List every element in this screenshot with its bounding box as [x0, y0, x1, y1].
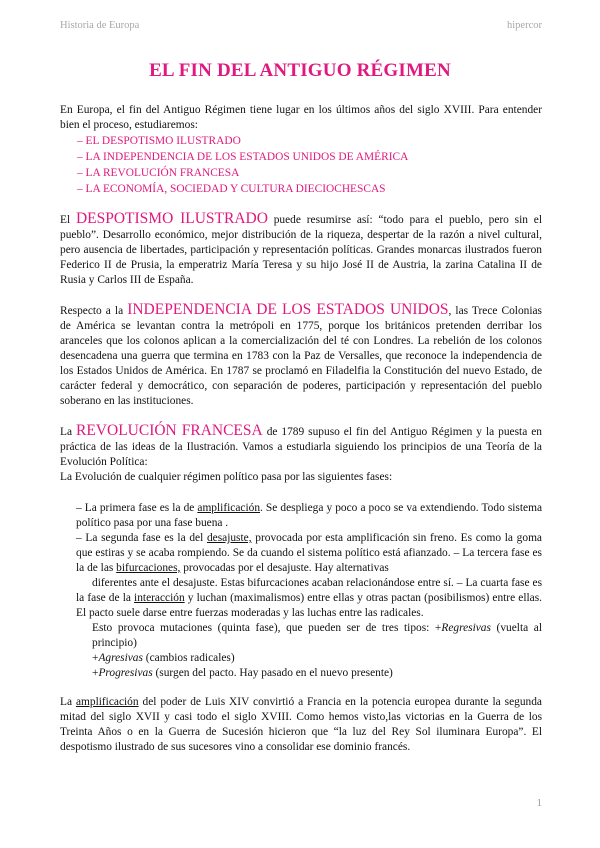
text: del poder de Luis XIV convirtió a Francia en la potencia europea durante la segunda mitad del siglo XVII y casi todo el siglo XVIII. Como hemos visto,las victorias en la Guerra de los Treinta Años o en la Guerra de Sucesión hicieron que “la luz del Rey Sol iluminara Europa”. El despotismo ilustrado de sus sucesores vino a consolidar ese dominio francés. [60, 696, 542, 753]
regresivas-term: Regresivas [441, 622, 491, 634]
bifurcaciones-term: bifurcaciones, [116, 562, 181, 574]
final-paragraph [60, 695, 542, 755]
text: y luchan (maximalismos) entre ellas y otras pactan (posibilismos) entre ellas. El pacto suele darse entre fuerzas moderadas y las luchas entre las radicales. [76, 592, 543, 619]
mutaciones-line [76, 621, 542, 651]
page-title: EL FIN DEL ANTIGUO RÉGIMEN [149, 60, 451, 81]
text: (vuelta al principio) [92, 622, 542, 649]
document-body [60, 103, 542, 755]
text: . Se despliega y poco a poco se va extendiendo. Todo sistema político pasa por una fase buena . [76, 502, 542, 529]
intro-paragraph: En Europa, el fin del Antiguo Régimen tiene lugar en los últimos años del siglo XVIII. Para entender bien el proceso, estudiaremos: [60, 104, 542, 131]
interaccion-term: interacción [134, 592, 185, 604]
fases-block [76, 501, 542, 681]
progresivas-term: Progresivas [98, 667, 153, 679]
text: + [92, 667, 99, 679]
independencia-paragraph [60, 302, 542, 409]
text: Respecto a la [60, 305, 128, 317]
independencia-term: INDEPENDENCIA DE LOS ESTADOS UNIDOS [127, 301, 449, 318]
text: provocadas por el desajuste. Hay alternativas [180, 562, 389, 574]
topic-item: – LA ECONOMÍA, SOCIEDAD Y CULTURA DIECIOCHESCAS [77, 183, 386, 195]
text: diferentes ante el desajuste. Estas bifurcaciones acaban relacionándose entre sí. – La cuarta fase es la fase de la [76, 577, 542, 604]
topic-list [77, 133, 542, 197]
agresivas-line [76, 651, 542, 666]
revolucion-term: REVOLUCIÓN FRANCESA [76, 422, 263, 439]
running-header-right: hipercor [507, 20, 542, 31]
despotismo-paragraph [60, 211, 542, 288]
text: + [92, 652, 99, 664]
revolucion-paragraph [60, 423, 542, 470]
text: (surgen del pacto. Hay pasado en el nuevo presente) [152, 667, 393, 679]
progresivas-line [76, 666, 542, 681]
fase-amplificacion [76, 501, 542, 531]
amplificacion-term: amplificación [75, 696, 139, 708]
text: provocada por esta amplificación sin freno. Es como la goma que estiras y se acaba rompiendo. Se da cuando el sistema político está afianzado. – La tercera fase es la de las [76, 532, 542, 574]
topic-item: – LA INDEPENDENCIA DE LOS ESTADOS UNIDOS DE AMÉRICA [77, 151, 409, 163]
topic-item: – LA REVOLUCIÓN FRANCESA [77, 167, 240, 179]
text: El [60, 214, 76, 226]
amplificacion-term: amplificación [197, 502, 261, 514]
text: La [60, 426, 76, 438]
desajuste-term: desajuste, [206, 532, 252, 544]
text: puede resumirse así: “todo para el pueblo, pero sin el pueblo”. Desarrollo económico, mejor distribución de la riqueza, despertar de la razón a nivel cultural, pero ausencia de libertades, participación y representación políticas. Grandes monarcas ilustrados fueron Federico II de Prusia, la emperatriz María Teresa y su hijo José II de Austria, la zarina Catalina II de Rusia y Carlos III de España. [60, 214, 542, 286]
text: Esto provoca mutaciones (quinta fase), que pueden ser de tres tipos: + [92, 622, 442, 634]
fases-intro: La Evolución de cualquier régimen político pasa por las siguientes fases: [60, 471, 393, 483]
despotismo-term: DESPOTISMO ILUSTRADO [75, 210, 268, 227]
running-header-left: Historia de Europa [60, 20, 140, 31]
fase-desajuste [76, 531, 542, 576]
text: (cambios radicales) [142, 652, 235, 664]
text: , las Trece Colonias de América se levantan contra la metrópoli en 1775, porque los británicos pretenden derribar los aranceles que los colonos aplican a la comercialización del té con Londres. La rebelión de los colonos desencadena una guerra que termina en 1783 con la Paz de Versalles, que reconoce la independencia de los Estados Unidos de América. En 1787 se proclamó en Filadelfia la Constitución del nuevo Estado, de carácter federal y democrático, con separación de poderes, participación y representación del pueblo soberano en las instituciones. [60, 305, 542, 407]
text: – La primera fase es la de [76, 502, 198, 514]
text: La [60, 696, 76, 708]
topic-item: – EL DESPOTISMO ILUSTRADO [77, 135, 241, 147]
agresivas-term: Agresivas [98, 652, 143, 664]
page-number: 1 [536, 797, 542, 809]
fase-interaccion [76, 576, 542, 621]
text: – La segunda fase es la del [76, 532, 207, 544]
text: de 1789 supuso el fin del Antiguo Régimen y la puesta en práctica de las ideas de la Ilustración. Vamos a estudiarla siguiendo los principios de una Teoría de la Evolución Política: [60, 426, 542, 468]
